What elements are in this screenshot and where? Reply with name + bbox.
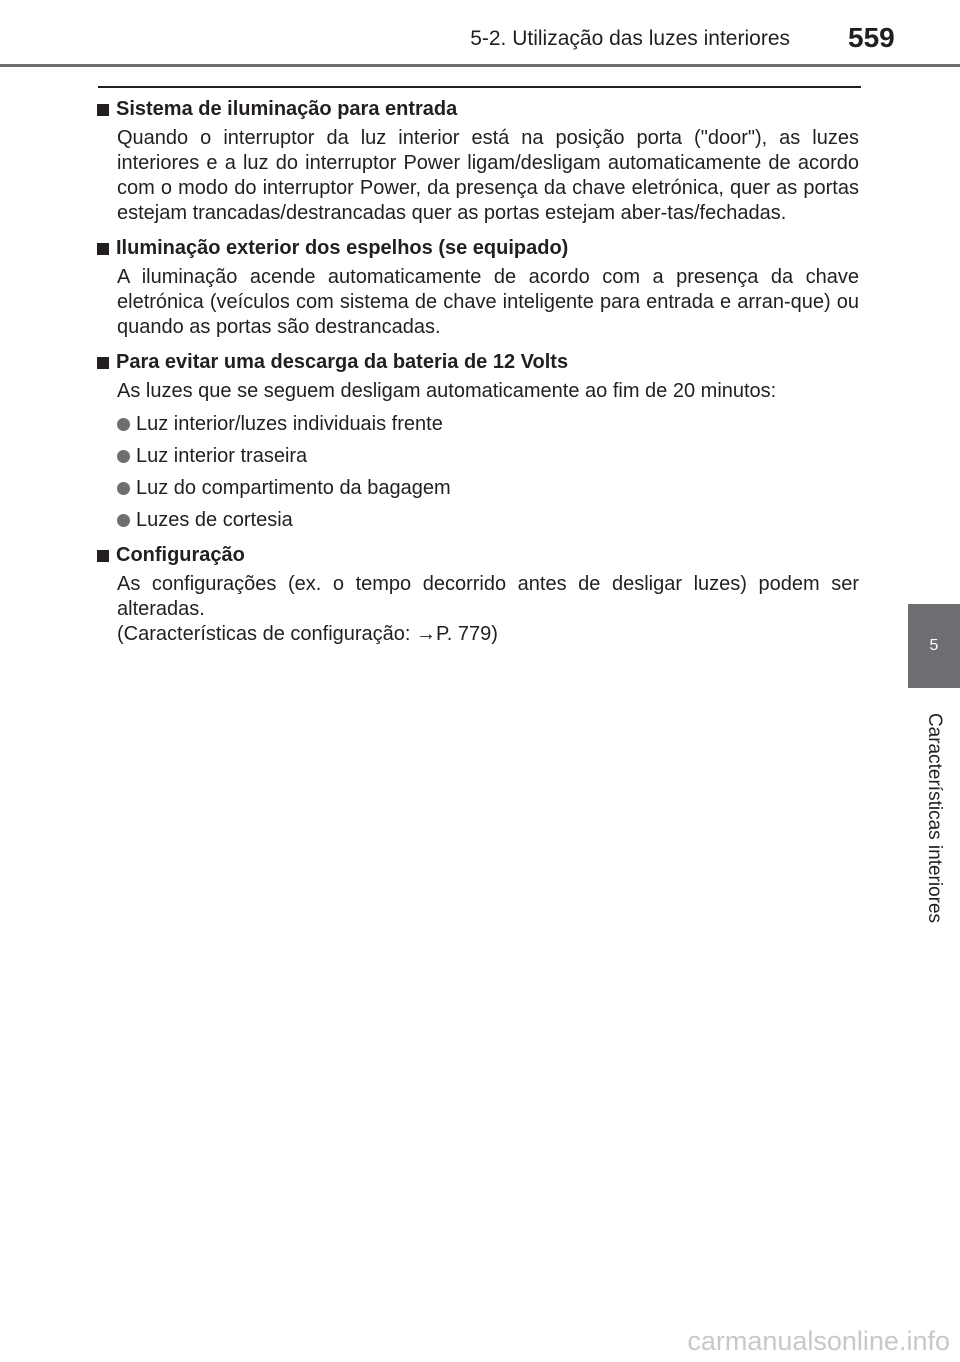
- square-bullet-icon: [97, 357, 109, 369]
- section-entry-lighting: [97, 97, 859, 226]
- watermark: carmanualsonline.info: [687, 1326, 950, 1356]
- section-heading: [97, 543, 859, 568]
- list-item-text: Luz interior traseira: [136, 445, 308, 467]
- list-item-text: Luzes de cortesia: [136, 509, 293, 531]
- list-item: [117, 412, 859, 437]
- section-body-text: A iluminação acende automaticamente de acordo com a presença da chave eletrónica (veículos com sistema de chave inteligente para entrada e arran-que) ou quando as portas são destrancadas.: [117, 266, 859, 338]
- page-number: 559: [848, 22, 895, 53]
- header-rule: [0, 64, 960, 67]
- section-body-text: Quando o interruptor da luz interior está na posição porta ("door"), as luzes interiores e a luz do interruptor Power ligam/desligam automaticamente de acordo com o modo do interruptor Power, da presença da chave eletrónica, quer as portas estejam trancadas/destrancadas quer as portas estejam aber-tas/fechadas.: [117, 127, 859, 224]
- chapter-tab: 5: [908, 604, 960, 688]
- section-mirror-lighting: [97, 236, 859, 340]
- list-item: [117, 508, 859, 533]
- header-section-title: 5-2. Utilização das luzes interiores: [470, 27, 790, 50]
- circle-bullet-icon: [117, 514, 130, 527]
- section-heading-text: Configuração: [116, 544, 245, 566]
- square-bullet-icon: [97, 550, 109, 562]
- page-reference[interactable]: (Características de configuração: →P. 779): [117, 623, 498, 645]
- section-heading-text: Iluminação exterior dos espelhos (se equipado): [116, 237, 569, 259]
- section-body-line: As configurações (ex. o tempo decorrido antes de desligar luzes) podem ser alteradas.: [117, 573, 859, 620]
- section-heading: [97, 97, 859, 122]
- section-heading: [97, 350, 859, 375]
- section-heading-text: Para evitar uma descarga da bateria de 12 Volts: [116, 351, 569, 373]
- circle-bullet-icon: [117, 418, 130, 431]
- circle-bullet-icon: [117, 482, 130, 495]
- section-configuration: [97, 543, 859, 647]
- list-item-text: Luz do compartimento da bagagem: [136, 477, 451, 499]
- bullet-list: [117, 412, 859, 533]
- list-item: [117, 444, 859, 469]
- square-bullet-icon: [97, 104, 109, 116]
- square-bullet-icon: [97, 243, 109, 255]
- list-item: [117, 476, 859, 501]
- chapter-title: Características interiores: [924, 712, 945, 924]
- section-heading-text: Sistema de iluminação para entrada: [116, 98, 458, 120]
- main-content: [97, 97, 859, 657]
- content-top-rule: [98, 86, 861, 88]
- section-body-text: As luzes que se seguem desligam automaticamente ao fim de 20 minutos:: [117, 380, 777, 402]
- section-battery-saver: [97, 350, 859, 533]
- list-item-text: Luz interior/luzes individuais frente: [136, 413, 443, 435]
- section-heading: [97, 236, 859, 261]
- section-body-text: [117, 572, 859, 647]
- circle-bullet-icon: [117, 450, 130, 463]
